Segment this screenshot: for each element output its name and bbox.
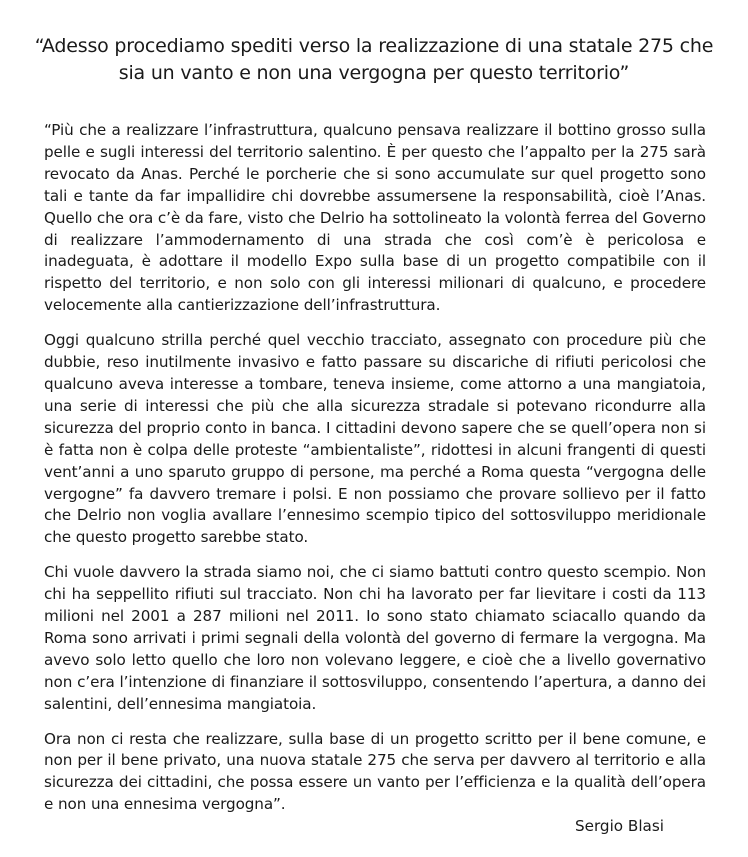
paragraph-1: “Più che a realizzare l’infrastruttura, qualcuno pensava realizzare il bottino grosso sulla pelle e sugli interessi del territorio salentino. È per questo che l’appalto per la 275 sarà revocato da Anas. Perché le porcherie che si sono accumulate sur quel progetto sono tali e tante da far impallidire chi dovrebbe assumersene la responsabilità, cioè l’Anas. Quello che ora c’è da fare, visto che Delrio ha sottolineato la volontà ferrea del Governo di realizzare l’ammodernamento di una strada che così com’è è pericolosa e inadeguata, è adottare il modello Expo sulla base di un progetto compatibile con il rispetto del territorio, e non solo con gli interessi milionari di qualcuno, e procedere velocemente alla cantierizzazione dell’infrastruttura.	[44, 121, 706, 315]
title-line-2: sia un vanto e non una vergogna per questo territorio”	[118, 62, 630, 84]
article-title	[20, 33, 728, 87]
paragraph-3: Chi vuole davvero la strada siamo noi, che ci siamo battuti contro questo scempio. Non chi ha seppellito rifiuti sul tracciato. Non chi ha lavorato per far lievitare i costi da 113 milioni nel 2001 a 287 milioni nel 2011. Io sono stato chiamato sciacallo quando da Roma sono arrivati i primi segnali della volontà del governo di fermare la vergogna. Ma avevo solo letto quello che loro non volevano leggere, e cioè che a livello governativo non c’era l’intenzione di finanziare il sottosviluppo, consentendo l’apertura, a danno dei salentini, dell’ennesima mangiatoia.	[44, 563, 706, 713]
paragraph-4: Ora non ci resta che realizzare, sulla base di un progetto scritto per il bene comune, e non per il bene privato, una nuova statale 275 che serva per davvero al territorio e alla sicurezza dei cittadini, che possa essere un vanto per l’efficienza e la qualità dell’opera e non una ennesima vergogna”.	[44, 729, 706, 814]
article-body	[44, 120, 706, 829]
author-signature: Sergio Blasi	[574, 817, 664, 835]
title-line-1: “Adesso procediamo spediti verso la realizzazione di una statale 275 che	[34, 35, 714, 57]
paragraph-2: Oggi qualcuno strilla perché quel vecchio tracciato, assegnato con procedure più che dubbie, reso inutilmente invasivo e fatto passare su discariche di rifiuti pericolosi che qualcuno aveva interesse a tombare, teneva insieme, come attorno a una mangiatoia, una serie di interessi che più che alla sicurezza stradale si potevano ricondurre alla sicurezza del proprio conto in banca. I cittadini devono sapere che se quell’opera non si è fatta non è colpa delle proteste “ambientaliste”, ridottesi in alcuni frangenti di questi vent’anni a uno sparuto gruppo di persone, ma perché a Roma questa “vergogna delle vergogne” fa davvero tremare i polsi. E non possiamo che provare sollievo per il fatto che Delrio non voglia avallare l’ennesimo scempio tipico del sottosviluppo meridionale che questo progetto sarebbe stato.	[44, 331, 706, 547]
